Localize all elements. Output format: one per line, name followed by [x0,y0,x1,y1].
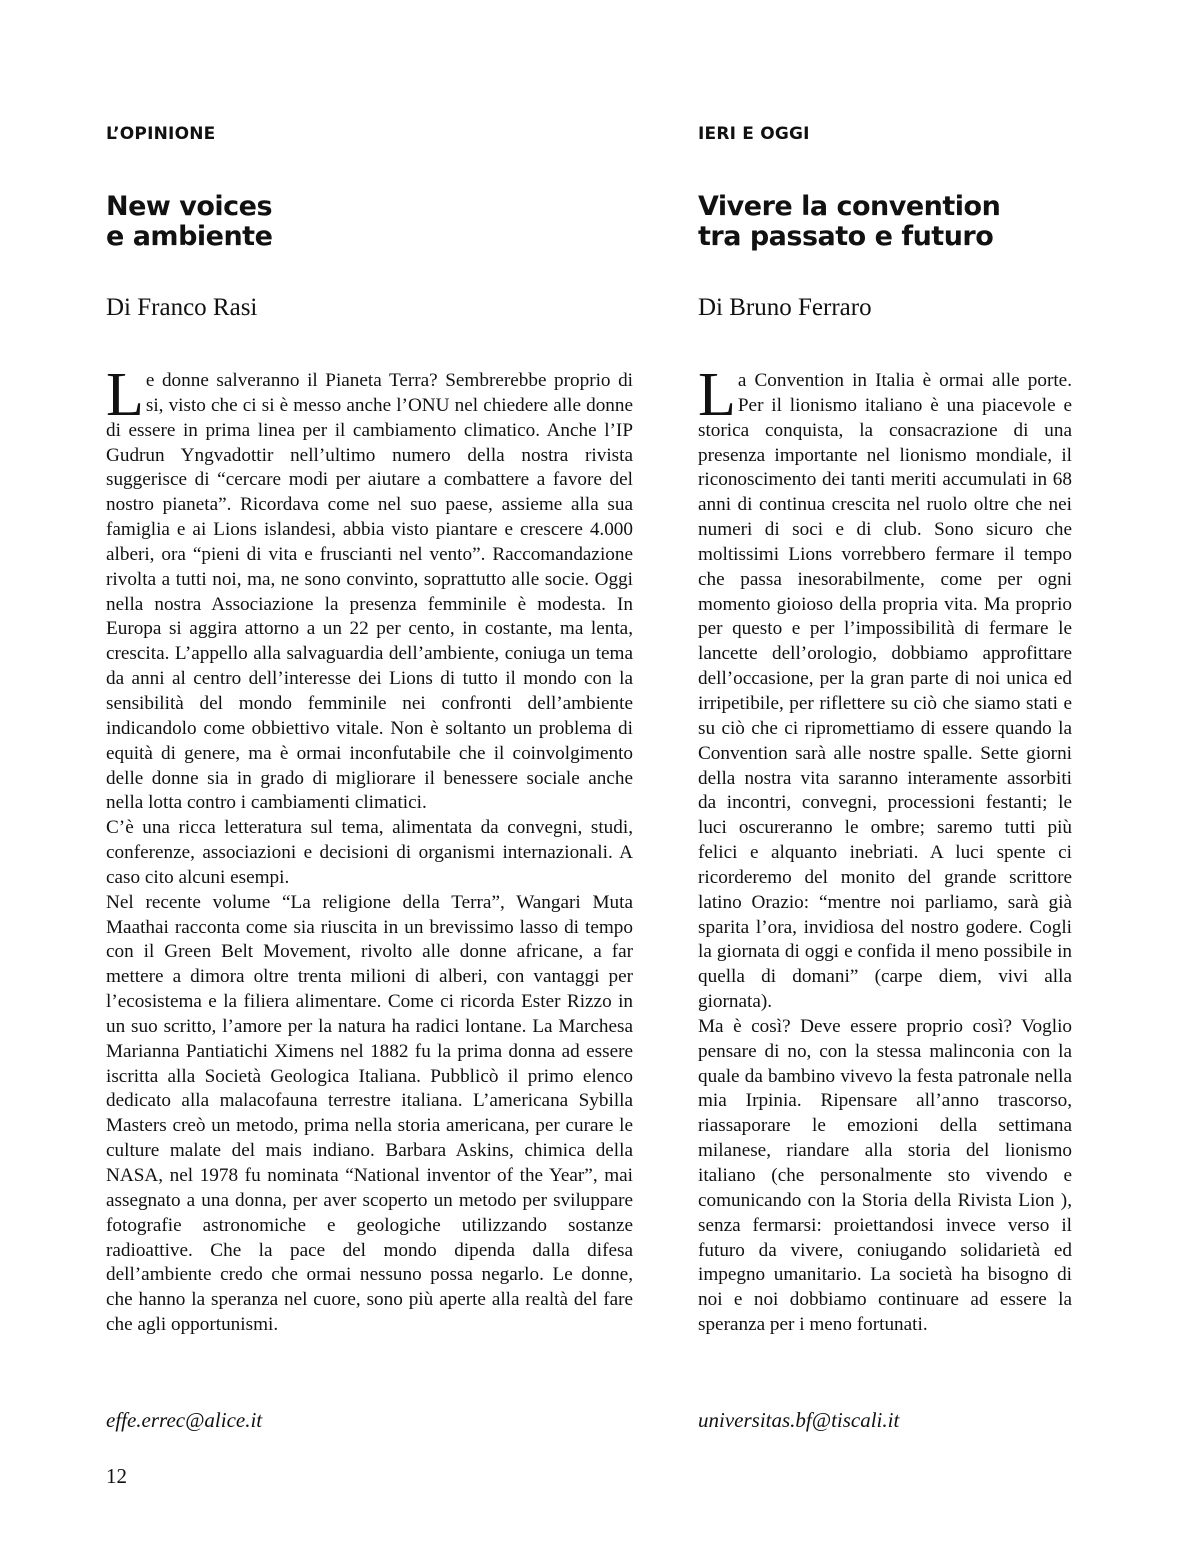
author-email[interactable]: universitas.bf@tiscali.it [698,1408,900,1432]
section-label: L’OPINIONE [106,124,216,144]
paragraph [106,361,633,816]
article-title [698,192,1000,252]
paragraph-text: a Convention in Italia è ormai alle porte. Per il lionismo italiano è una piacevole e storica conquista, la consacrazione di una presenza importante nel lionismo mondiale, il riconoscimento dei tanti meriti accumulati in 68 anni di continua crescita nel ruolo oltre che nei numeri di soci e di club. Sono sicuro che moltissimi Lions vorrebbero fermare il tempo che passa inesorabilmente, come per ogni momento gioioso della propria vita. Ma proprio per questo e per l’impossibilità di fermare le lancette dell’orologio, dobbiamo approfittare dell’occasione, per la gran parte di noi unica ed irripetibile, per riflettere su ciò che siamo stati e su ciò che ci ripromettiamo di essere quando la Convention sarà alle nostre spalle. Sette giorni della nostra vita saranno interamente assorbiti da incontri, convegni, processioni festanti; le luci oscureranno le ombre; saremo tutti più felici e alquanto inebriati. A luci spente ci ricorderemo del monito del grande scrittore latino Orazio: “mentre noi parliamo, sarà già sparita l’ora, invidiosa del nostro godere. Cogli la giornata di oggi e confida il meno possibile in quella di domani” (carpe diem, vivi alla giornata). [698,370,1072,1013]
title-line: tra passato e futuro [698,221,994,252]
paragraph [698,361,1072,1015]
paragraph: C’è una ricca letteratura sul tema, alimentata da convegni, studi, conferenze, associazioni e decisioni di organismi internazionali. A caso cito alcuni esempi. [106,817,633,888]
byline: Di Bruno Ferraro [698,294,872,321]
drop-cap: L [698,361,736,429]
article-title [106,192,272,252]
byline: Di Franco Rasi [106,294,258,321]
paragraph-text: e donne salveranno il Pianeta Terra? Sembrerebbe proprio di si, visto che ci si è messo anche l’ONU nel chiedere alle donne di essere in prima linea per il cambiamento climatico. Anche l’IP Gudrun Yngvadottir nell’ultimo numero della nostra rivista suggerisce di “cercare modi per aiutare a combattere a favore del nostro pianeta”. Ricordava come nel suo paese, assieme alla sua famiglia e ai Lions islandesi, abbia visto piantare e crescere 4.000 alberi, ora “pieni di vita e fruscianti nel vento”. Raccomandazione rivolta a tutti noi, ma, ne sono convinto, soprattutto alle socie. Oggi nella nostra Associazione la presenza femminile è modesta. In Europa si aggira attorno a un 22 per cento, in costante, ma lenta, crescita. L’appello alla salvaguardia dell’ambiente, coniuga un tema da anni al centro dell’interesse dei Lions di tutto il mondo con la sensibilità del mondo femminile nei confronti dell’ambiente indicandolo come obbiettivo vitale. Non è soltanto un problema di equità di genere, ma è ormai inconfutabile che il coinvolgimento delle donne sia in grado di migliorare il benessere sociale anche nella lotta contro i cambiamenti climatici. [106,370,633,814]
title-line: e ambiente [106,221,273,252]
paragraph: Ma è così? Deve essere proprio così? Voglio pensare di no, con la stessa malinconia con la quale da bambino vivevo la festa patronale nella mia Irpinia. Ripensare all’anno trascorso, riassaporare le emozioni della settimana milanese, riandare alla storia del lionismo italiano (che personalmente sto vivendo e comunicando con la Storia della Rivista Lion ), senza fermarsi: proiettandosi invece verso il futuro da vivere, coniugando solidarietà ed impegno umanitario. La società ha bisogno di noi e noi dobbiamo continuare ad essere la speranza per i meno fortunati. [698,1015,1072,1336]
paragraph: Nel recente volume “La religione della Terra”, Wangari Muta Maathai racconta come sia riuscita in un brevissimo lasso di tempo con il Green Belt Movement, rivolto alle donne africane, a far mettere a dimora oltre trenta milioni di alberi, con vantaggi per l’ecosistema e la filiera alimentare. Come ci ricorda Ester Rizzo in un suo scritto, l’amore per la natura ha radici lontane. La Marchesa Marianna Pantiatichi Ximens nel 1882 fu la prima donna ad essere iscritta alla Società Geologica Italiana. Pubblicò il primo elenco dedicato alla malacofauna terrestre italiana. L’americana Sybilla Masters creò un metodo, prima nella storia americana, per curare le culture malate del mais indiano. Barbara Askins, chimica della NASA, nel 1978 fu nominata “National inventor of the Year”, mai assegnato a una donna, per aver scoperto un metodo per sviluppare fotografie astronomiche e geologiche utilizzando sostanze radioattive. Che la pace del mondo dipenda dalla difesa dell’ambiente credo che ormai nessuno possa negarlo. Le donne, che hanno la speranza nel cuore, sono più aperte alla realtà del fare che agli opportunismi. [106,891,633,1336]
title-line: Vivere la convention [698,191,1001,222]
page-number: 12 [106,1464,127,1488]
article-body [698,361,1072,1338]
article-body [106,361,633,1338]
title-line: New voices [106,191,273,222]
author-email[interactable]: effe.errec@alice.it [106,1408,263,1432]
section-label: IERI E OGGI [698,124,810,144]
drop-cap: L [106,361,144,429]
